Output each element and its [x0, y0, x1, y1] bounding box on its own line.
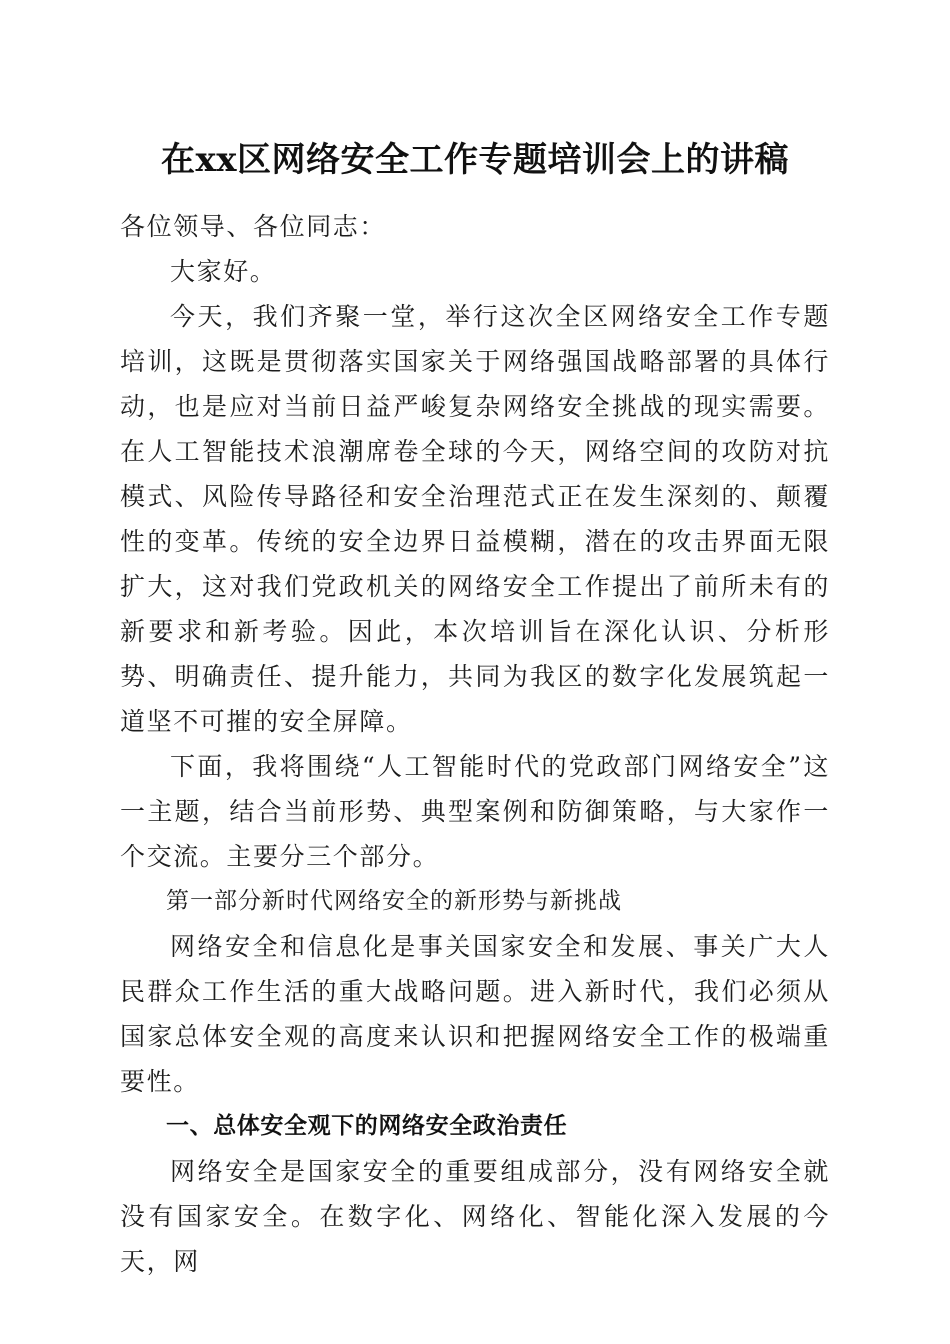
section-one-heading: 一、总体安全观下的网络安全政治责任 [166, 1113, 568, 1139]
section-one-paragraph: 网络安全是国家安全的重要组成部分，没有网络安全就没有国家安全。在数字化、网络化、智能化深入发展的今天，网 [120, 1157, 830, 1276]
greeting: 大家好。 [170, 257, 277, 286]
part-one-paragraph: 网络安全和信息化是事关国家安全和发展、事关广大人民群众工作生活的重大战略问题。进入新时代，我们必须从国家总体安全观的高度来认识和把握网络安全工作的极端重要性。 [120, 932, 830, 1096]
part-one-heading: 第一部分新时代网络安全的新形势与新挑战 [166, 888, 622, 914]
document-title: 在xx区网络安全工作专题培训会上的讲稿 [160, 140, 790, 180]
document-body [120, 204, 830, 1284]
salutation: 各位领导、各位同志： [120, 212, 387, 241]
outline-paragraph: 下面，我将围绕“人工智能时代的党政部门网络安全”这一主题，结合当前形势、典型案例和防御策略，与大家作一个交流。主要分三个部分。 [120, 752, 830, 871]
intro-paragraph: 今天，我们齐聚一堂，举行这次全区网络安全工作专题培训，这既是贯彻落实国家关于网络强国战略部署的具体行动，也是应对当前日益严峻复杂网络安全挑战的现实需要。在人工智能技术浪潮席卷全球的今天，网络空间的攻防对抗模式、风险传导路径和安全治理范式正在发生深刻的、颠覆性的变革。传统的安全边界日益模糊，潜在的攻击界面无限扩大，这对我们党政机关的网络安全工作提出了前所未有的新要求和新考验。因此，本次培训旨在深化认识、分析形势、明确责任、提升能力，共同为我区的数字化发展筑起一道坚不可摧的安全屏障。 [120, 302, 830, 736]
